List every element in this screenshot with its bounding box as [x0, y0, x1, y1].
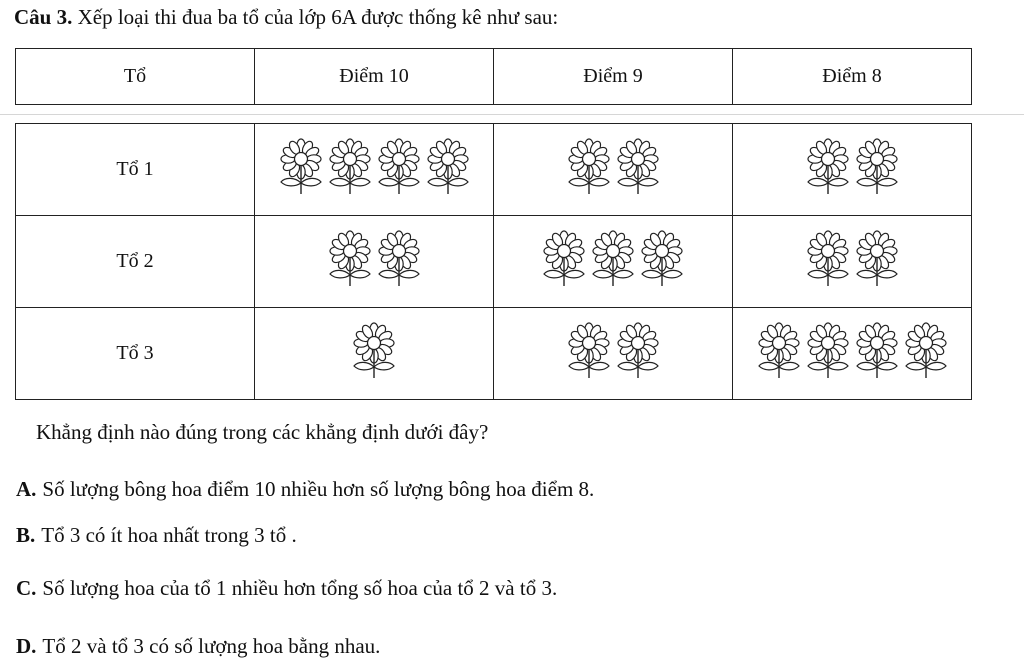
- flower-icon: [854, 322, 900, 380]
- header-table: [15, 48, 972, 105]
- flower-cell: [255, 124, 494, 216]
- question-text: Xếp loại thi đua ba tổ của lớp 6A được thống kê như sau:: [77, 5, 559, 29]
- header-score-9: Điểm 9: [494, 49, 733, 105]
- flower-group: [756, 322, 949, 380]
- flower-group: [566, 138, 661, 196]
- table-row: [16, 308, 972, 400]
- flower-group: [278, 138, 471, 196]
- flower-cell: [494, 308, 733, 400]
- option-key: B.: [16, 523, 36, 547]
- flower-cell: [255, 216, 494, 308]
- flower-icon: [541, 230, 587, 288]
- flower-icon: [615, 138, 661, 196]
- flower-icon: [854, 138, 900, 196]
- flower-icon: [805, 230, 851, 288]
- team-label: Tổ 3: [16, 308, 255, 400]
- flower-icon: [639, 230, 685, 288]
- flower-icon: [854, 230, 900, 288]
- flower-icon: [566, 322, 612, 380]
- flower-cell: [733, 216, 972, 308]
- question-number: Câu 3.: [14, 5, 73, 29]
- flower-group: [351, 322, 397, 380]
- flower-icon: [805, 322, 851, 380]
- flower-icon: [566, 138, 612, 196]
- option-text: Tổ 2 và tổ 3 có số lượng hoa bằng nhau.: [42, 634, 381, 658]
- flower-icon: [425, 138, 471, 196]
- flower-cell: [733, 308, 972, 400]
- option-c: [16, 576, 557, 601]
- flower-icon: [327, 138, 373, 196]
- flower-icon: [756, 322, 802, 380]
- flower-icon: [351, 322, 397, 380]
- flower-cell: [494, 124, 733, 216]
- flower-icon: [327, 230, 373, 288]
- option-a: [16, 477, 594, 502]
- question-prompt: Khẳng định nào đúng trong các khẳng định dưới đây?: [36, 420, 489, 444]
- option-key: C.: [16, 576, 37, 600]
- flower-group: [805, 138, 900, 196]
- flower-group: [327, 230, 422, 288]
- flower-icon: [590, 230, 636, 288]
- flower-cell: [733, 124, 972, 216]
- team-label: Tổ 2: [16, 216, 255, 308]
- table-row: [16, 124, 972, 216]
- option-text: Số lượng hoa của tổ 1 nhiều hơn tổng số hoa của tổ 2 và tổ 3.: [42, 576, 558, 600]
- option-key: D.: [16, 634, 37, 658]
- flower-cell: [494, 216, 733, 308]
- option-key: A.: [16, 477, 37, 501]
- header-score-10: Điểm 10: [255, 49, 494, 105]
- header-score-8: Điểm 8: [733, 49, 972, 105]
- option-text: Tổ 3 có ít hoa nhất trong 3 tổ .: [41, 523, 297, 547]
- question-title: [14, 5, 558, 30]
- team-label: Tổ 1: [16, 124, 255, 216]
- header-row: [16, 49, 972, 105]
- table-row: [16, 216, 972, 308]
- flower-cell: [255, 308, 494, 400]
- data-table: [15, 123, 972, 400]
- flower-icon: [376, 138, 422, 196]
- flower-group: [541, 230, 685, 288]
- flower-icon: [615, 322, 661, 380]
- flower-group: [805, 230, 900, 288]
- flower-group: [566, 322, 661, 380]
- flower-icon: [376, 230, 422, 288]
- option-text: Số lượng bông hoa điểm 10 nhiều hơn số lượng bông hoa điểm 8.: [42, 477, 595, 501]
- option-b: [16, 523, 297, 548]
- divider-line: [0, 114, 1024, 115]
- header-team: Tổ: [16, 49, 255, 105]
- option-d: [16, 634, 380, 659]
- flower-icon: [903, 322, 949, 380]
- flower-icon: [278, 138, 324, 196]
- flower-icon: [805, 138, 851, 196]
